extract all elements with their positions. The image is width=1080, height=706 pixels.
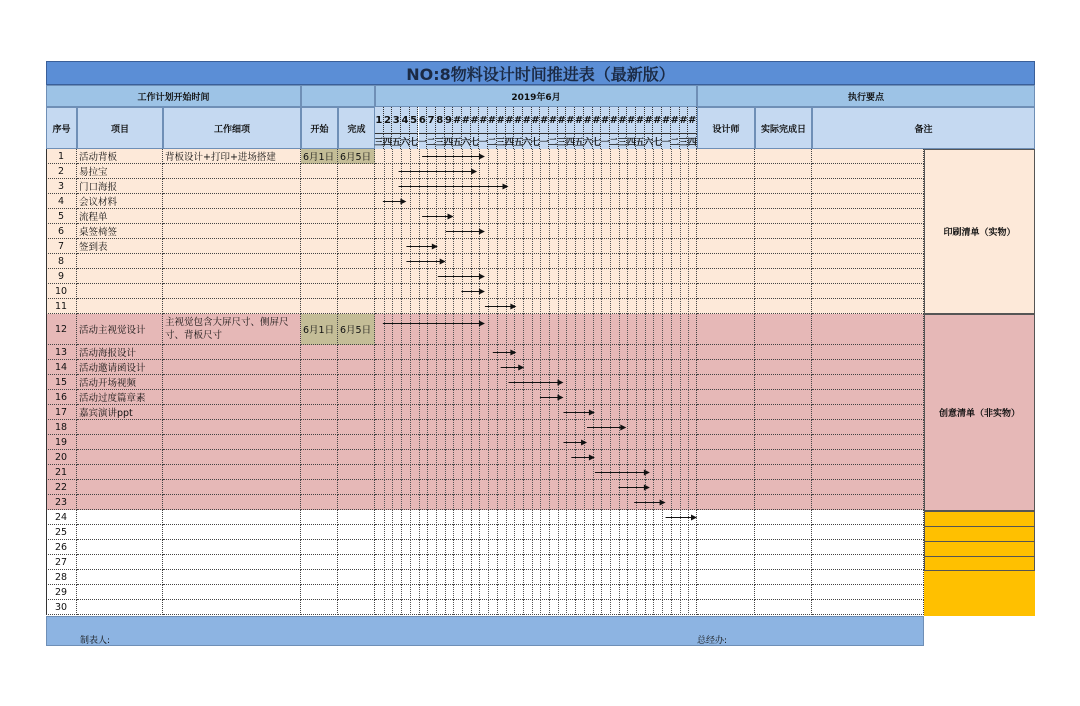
day-number: 9 bbox=[445, 107, 454, 134]
row-end[interactable]: 6月5日 bbox=[338, 314, 375, 345]
day-number: # bbox=[575, 107, 584, 134]
sheet-title: NO:8物料设计时间推进表（最新版） bbox=[46, 61, 1035, 85]
header-execution-points: 执行要点 bbox=[697, 85, 1035, 107]
gantt-arrowhead bbox=[479, 274, 485, 280]
weekday-label: 五 bbox=[453, 134, 462, 149]
weekday-label: 一 bbox=[419, 134, 428, 149]
footer-general-manager: 总经办: bbox=[697, 636, 728, 646]
gantt-arrowhead bbox=[589, 455, 595, 461]
row-seq: 10 bbox=[46, 284, 77, 299]
gantt-arrowhead bbox=[644, 485, 650, 491]
gantt-arrowhead bbox=[518, 365, 524, 371]
gantt-arrowhead bbox=[510, 304, 516, 310]
weekday-label: 二 bbox=[549, 134, 558, 149]
row-seq: 20 bbox=[46, 450, 77, 465]
weekday-label: 七 bbox=[593, 134, 602, 149]
day-number: # bbox=[680, 107, 689, 134]
weekday-label: 七 bbox=[471, 134, 480, 149]
header-plan-start: 工作计划开始时间 bbox=[46, 85, 301, 107]
col-header-detail: 工作细项 bbox=[163, 107, 301, 149]
footer-bar bbox=[46, 616, 924, 646]
weekday-label: 七 bbox=[532, 134, 541, 149]
day-number: # bbox=[514, 107, 523, 134]
weekday-label: 三 bbox=[436, 134, 445, 149]
day-number: # bbox=[610, 107, 619, 134]
row-item[interactable]: 会议材料 bbox=[77, 194, 163, 209]
day-number: # bbox=[619, 107, 628, 134]
weekday-label: 六 bbox=[401, 134, 410, 149]
weekday-label: 四 bbox=[627, 134, 636, 149]
row-seq: 3 bbox=[46, 179, 77, 194]
day-number: # bbox=[688, 107, 697, 134]
weekday-label: 五 bbox=[636, 134, 645, 149]
weekday-label: 一 bbox=[479, 134, 488, 149]
col-header-end: 完成 bbox=[338, 107, 375, 149]
weekday-label: 四 bbox=[566, 134, 575, 149]
gantt-arrowhead bbox=[557, 380, 563, 386]
gantt-arrowhead bbox=[660, 500, 666, 506]
row-seq: 21 bbox=[46, 465, 77, 480]
weekday-label: 二 bbox=[610, 134, 619, 149]
row-item[interactable]: 门口海报 bbox=[77, 179, 163, 194]
row-seq: 24 bbox=[46, 510, 77, 525]
row-seq: 12 bbox=[46, 314, 77, 345]
gantt-arrowhead bbox=[620, 425, 626, 431]
day-number: # bbox=[497, 107, 506, 134]
weekday-label: 五 bbox=[575, 134, 584, 149]
row-item[interactable]: 签到表 bbox=[77, 239, 163, 254]
col-header-start: 开始 bbox=[301, 107, 338, 149]
col-header-remarks: 备注 bbox=[812, 107, 1035, 149]
weekday-label: 二 bbox=[427, 134, 436, 149]
row-seq: 6 bbox=[46, 224, 77, 239]
gantt-arrowhead bbox=[510, 350, 516, 356]
row-seq: 11 bbox=[46, 299, 77, 314]
day-number: # bbox=[627, 107, 636, 134]
weekday-label: 六 bbox=[523, 134, 532, 149]
day-number: # bbox=[532, 107, 541, 134]
day-number: # bbox=[593, 107, 602, 134]
col-header-item: 项目 bbox=[77, 107, 163, 149]
weekday-label: 四 bbox=[506, 134, 515, 149]
gantt-arrowhead bbox=[557, 395, 563, 401]
gantt-arrowhead bbox=[479, 154, 485, 160]
weekday-label: 三 bbox=[680, 134, 689, 149]
header-month: 2019年6月 bbox=[375, 85, 697, 107]
row-seq: 29 bbox=[46, 585, 77, 600]
day-number: 6 bbox=[419, 107, 428, 134]
row-item[interactable]: 活动开场视频 bbox=[77, 375, 163, 390]
row-seq: 16 bbox=[46, 390, 77, 405]
gantt-arrowhead bbox=[691, 515, 697, 521]
row-item[interactable]: 易拉宝 bbox=[77, 164, 163, 179]
gantt-arrowhead bbox=[448, 214, 454, 220]
day-number: # bbox=[453, 107, 462, 134]
day-number: # bbox=[479, 107, 488, 134]
day-number: # bbox=[584, 107, 593, 134]
gantt-arrowhead bbox=[471, 169, 477, 175]
row-seq: 7 bbox=[46, 239, 77, 254]
weekday-label: 四 bbox=[688, 134, 697, 149]
row-seq: 13 bbox=[46, 345, 77, 360]
row-item[interactable]: 活动邀请函设计 bbox=[77, 360, 163, 375]
day-number: # bbox=[523, 107, 532, 134]
day-number: # bbox=[488, 107, 497, 134]
row-seq: 15 bbox=[46, 375, 77, 390]
day-number: # bbox=[601, 107, 610, 134]
row-seq: 25 bbox=[46, 525, 77, 540]
day-number: # bbox=[471, 107, 480, 134]
weekday-label: 二 bbox=[671, 134, 680, 149]
weekday-label: 六 bbox=[462, 134, 471, 149]
day-number: 8 bbox=[436, 107, 445, 134]
row-seq: 23 bbox=[46, 495, 77, 510]
weekday-label: 六 bbox=[584, 134, 593, 149]
remark-print-list: 印刷清单（实物） bbox=[924, 149, 1035, 314]
row-seq: 2 bbox=[46, 164, 77, 179]
day-number: # bbox=[671, 107, 680, 134]
weekday-label: 三 bbox=[558, 134, 567, 149]
weekday-label: 一 bbox=[540, 134, 549, 149]
row-seq: 19 bbox=[46, 435, 77, 450]
footer-maker: 制表人: bbox=[80, 636, 111, 646]
row-start[interactable]: 6月1日 bbox=[301, 149, 338, 164]
row-seq: 26 bbox=[46, 540, 77, 555]
weekday-label: 七 bbox=[653, 134, 662, 149]
weekday-label: 四 bbox=[384, 134, 393, 149]
gantt-arrowhead bbox=[479, 321, 485, 327]
gantt-arrowhead bbox=[589, 410, 595, 416]
gantt-arrowhead bbox=[479, 289, 485, 295]
col-header-designer: 设计师 bbox=[697, 107, 755, 149]
remark-creative-list: 创意清单（非实物） bbox=[924, 314, 1035, 511]
day-number: # bbox=[653, 107, 662, 134]
row-seq: 14 bbox=[46, 360, 77, 375]
day-number: # bbox=[558, 107, 567, 134]
day-number: 5 bbox=[410, 107, 419, 134]
row-item[interactable]: 活动背板 bbox=[77, 149, 163, 164]
day-number: # bbox=[645, 107, 654, 134]
day-number: 2 bbox=[384, 107, 393, 134]
gantt-arrowhead bbox=[400, 199, 406, 205]
day-number: 1 bbox=[375, 107, 384, 134]
row-item[interactable]: 活动主视觉设计 bbox=[77, 314, 163, 345]
day-number: 7 bbox=[427, 107, 436, 134]
row-item[interactable]: 桌签椅签 bbox=[77, 224, 163, 239]
row-seq: 4 bbox=[46, 194, 77, 209]
weekday-label: 三 bbox=[375, 134, 384, 149]
weekday-label: 五 bbox=[514, 134, 523, 149]
row-seq: 22 bbox=[46, 480, 77, 495]
weekday-label: 五 bbox=[392, 134, 401, 149]
row-item[interactable]: 流程单 bbox=[77, 209, 163, 224]
row-seq: 8 bbox=[46, 254, 77, 269]
weekday-label: 三 bbox=[619, 134, 628, 149]
day-number: 3 bbox=[392, 107, 401, 134]
weekday-label: 一 bbox=[662, 134, 671, 149]
row-item[interactable]: 活动海报设计 bbox=[77, 345, 163, 360]
weekday-label: 二 bbox=[488, 134, 497, 149]
row-item[interactable]: 嘉宾演讲ppt bbox=[77, 405, 163, 420]
day-number: # bbox=[506, 107, 515, 134]
gantt-arrowhead bbox=[503, 184, 509, 190]
day-number: # bbox=[540, 107, 549, 134]
gantt-arrowhead bbox=[644, 470, 650, 476]
weekday-label: 四 bbox=[445, 134, 454, 149]
row-seq: 27 bbox=[46, 555, 77, 570]
day-number: 4 bbox=[401, 107, 410, 134]
row-detail[interactable]: 背板设计+打印+进场搭建 bbox=[163, 149, 301, 164]
day-number: # bbox=[549, 107, 558, 134]
row-seq: 5 bbox=[46, 209, 77, 224]
row-seq: 9 bbox=[46, 269, 77, 284]
gantt-arrowhead bbox=[479, 229, 485, 235]
weekday-label: 七 bbox=[410, 134, 419, 149]
col-header-actual-finish: 实际完成日 bbox=[755, 107, 812, 149]
gantt-arrowhead bbox=[432, 244, 438, 250]
weekday-label: 六 bbox=[645, 134, 654, 149]
row-seq: 17 bbox=[46, 405, 77, 420]
row-seq: 18 bbox=[46, 420, 77, 435]
row-start[interactable]: 6月1日 bbox=[301, 314, 338, 345]
col-header-seq: 序号 bbox=[46, 107, 77, 149]
gantt-arrowhead bbox=[581, 440, 587, 446]
day-number: # bbox=[566, 107, 575, 134]
weekday-label: 三 bbox=[497, 134, 506, 149]
row-seq: 1 bbox=[46, 149, 77, 164]
gantt-arrowhead bbox=[440, 259, 446, 265]
row-item[interactable]: 活动过度篇章素 bbox=[77, 390, 163, 405]
day-number: # bbox=[462, 107, 471, 134]
row-seq: 28 bbox=[46, 570, 77, 585]
day-number: # bbox=[662, 107, 671, 134]
row-end[interactable]: 6月5日 bbox=[338, 149, 375, 164]
row-seq: 30 bbox=[46, 600, 77, 615]
weekday-label: 一 bbox=[601, 134, 610, 149]
day-number: # bbox=[636, 107, 645, 134]
row-detail[interactable]: 主视觉包含大屏尺寸、侧屏尺寸、背板尺寸 bbox=[163, 314, 301, 345]
